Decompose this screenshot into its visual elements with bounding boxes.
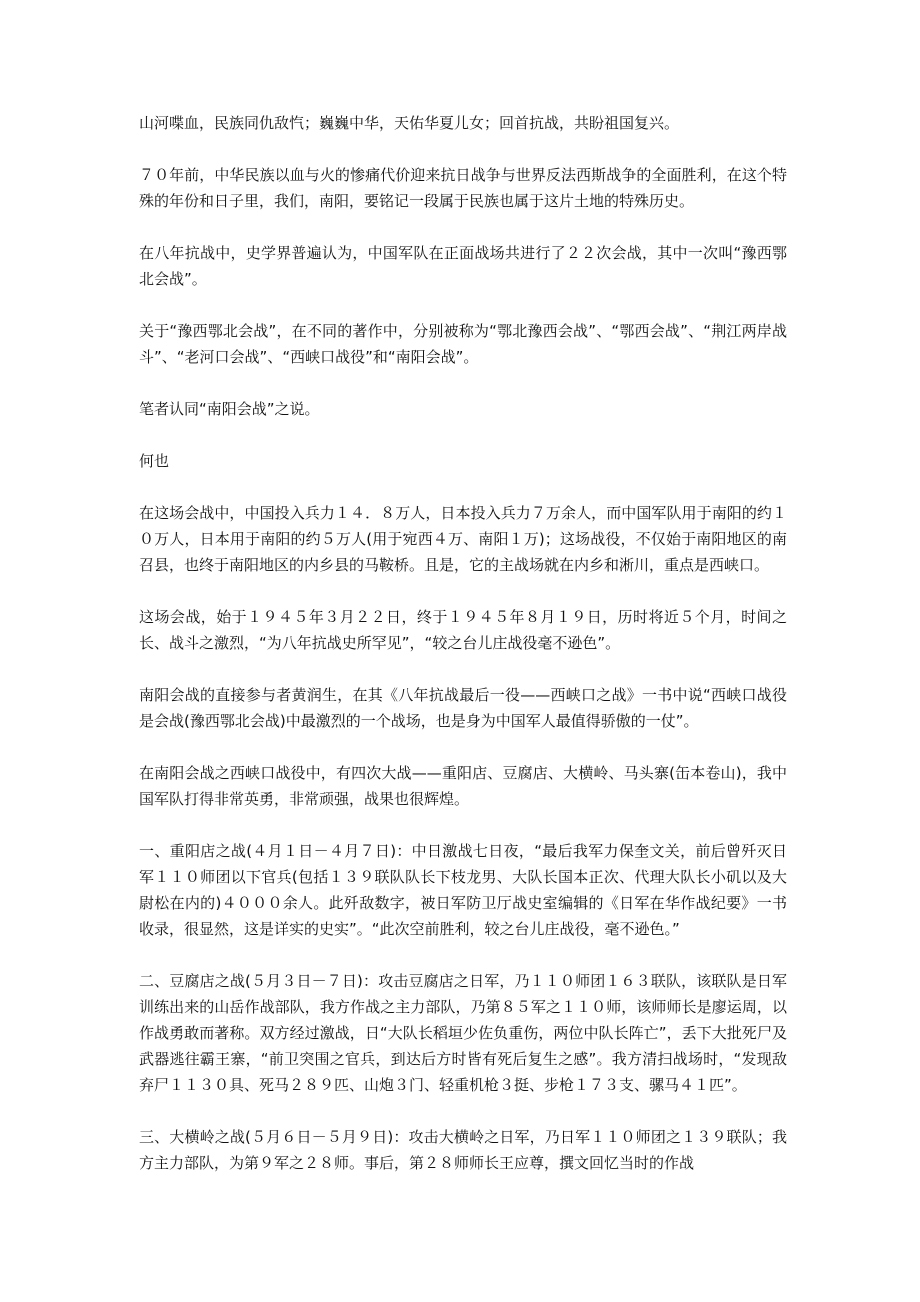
paragraph-6: 何也 bbox=[139, 452, 170, 470]
paragraph-10: 在南阳会战之西峡口战役中，有四次大战——重阳店、豆腐店、大横岭、马头寨(缶本卷山)，我中国军队打得非常英勇，非常顽强，战果也很辉煌。 bbox=[139, 764, 787, 808]
article-body bbox=[139, 110, 787, 1202]
paragraph-9: 南阳会战的直接参与者黄润生，在其《八年抗战最后一役——西峡口之战》一书中说“西峡口战役是会战(豫西鄂北会战)中最激烈的一个战场，也是身为中国军人最值得骄傲的一仗”。 bbox=[139, 686, 787, 730]
paragraph-7: 在这场会战中，中国投入兵力１４．８万人，日本投入兵力７万余人，而中国军队用于南阳的约１０万人，日本用于南阳的约５万人(用于宛西４万、南阳１万)；这场战役，不仅始于南阳地区的南召县，也终于南阳地区的内乡县的马鞍桥。且是，它的主战场就在内乡和淅川，重点是西峡口。 bbox=[139, 504, 787, 574]
paragraph-3: 在八年抗战中，史学界普遍认为，中国军队在正面战场共进行了２２次会战，其中一次叫“豫西鄂北会战”。 bbox=[139, 244, 787, 288]
paragraph-2: ７０年前，中华民族以血与火的惨痛代价迎来抗日战争与世界反法西斯战争的全面胜利，在这个特殊的年份和日子里，我们，南阳，要铭记一段属于民族也属于这片土地的特殊历史。 bbox=[139, 166, 787, 210]
paragraph-4: 关于“豫西鄂北会战”，在不同的著作中，分别被称为“鄂北豫西会战”、“鄂西会战”、“荆江两岸战斗”、“老河口会战”、“西峡口战役”和“南阳会战”。 bbox=[139, 322, 787, 366]
paragraph-12: 二、豆腐店之战(５月３日－７日)：攻击豆腐店之日军，乃１１０师团１６３联队，该联队是日军训练出来的山岳作战部队，我方作战之主力部队，乃第８５军之１１０师，该师师长是廖运周，以作战勇敢而著称。双方经过激战，日“大队长稻垣少佐负重伤，两位中队长阵亡”，丢下大批死尸及武器逃往霸王寨，“前卫突围之官兵，到达后方时皆有死后复生之感”。我方清扫战场时，“发现敌弃尸１１３０具、死马２８９匹、山炮３门、轻重机枪３挺、步枪１７３支、骡马４１匹”。 bbox=[139, 972, 787, 1094]
paragraph-8: 这场会战，始于１９４５年３月２２日，终于１９４５年８月１９日，历时将近５个月，时间之长、战斗之激烈，“为八年抗战史所罕见”，“较之台儿庄战役毫不逊色”。 bbox=[139, 608, 787, 652]
paragraph-13: 三、大横岭之战(５月６日－５月９日)：攻击大横岭之日军，乃日军１１０师团之１３９联队；我方主力部队，为第９军之２８师。事后，第２８师师长王应尊，撰文回忆当时的作战 bbox=[139, 1128, 787, 1172]
paragraph-11: 一、重阳店之战(４月１日－４月７日)：中日激战七日夜，“最后我军力保奎文关，前后曾歼灭日军１１０师团以下官兵(包括１３９联队队长下枝龙男、大队长国本正次、代理大队长小矶以及大尉松在内的)４０００余人。此歼敌数字，被日军防卫厅战史室编辑的《日军在华作战纪要》一书收录，很显然，这是详实的史实”。“此次空前胜利，较之台儿庄战役，毫不逊色。” bbox=[139, 842, 787, 938]
paragraph-1: 山河喋血，民族同仇敌忾；巍巍中华，天佑华夏儿女；回首抗战，共盼祖国复兴。 bbox=[139, 114, 680, 132]
paragraph-5: 笔者认同“南阳会战”之说。 bbox=[139, 400, 320, 418]
